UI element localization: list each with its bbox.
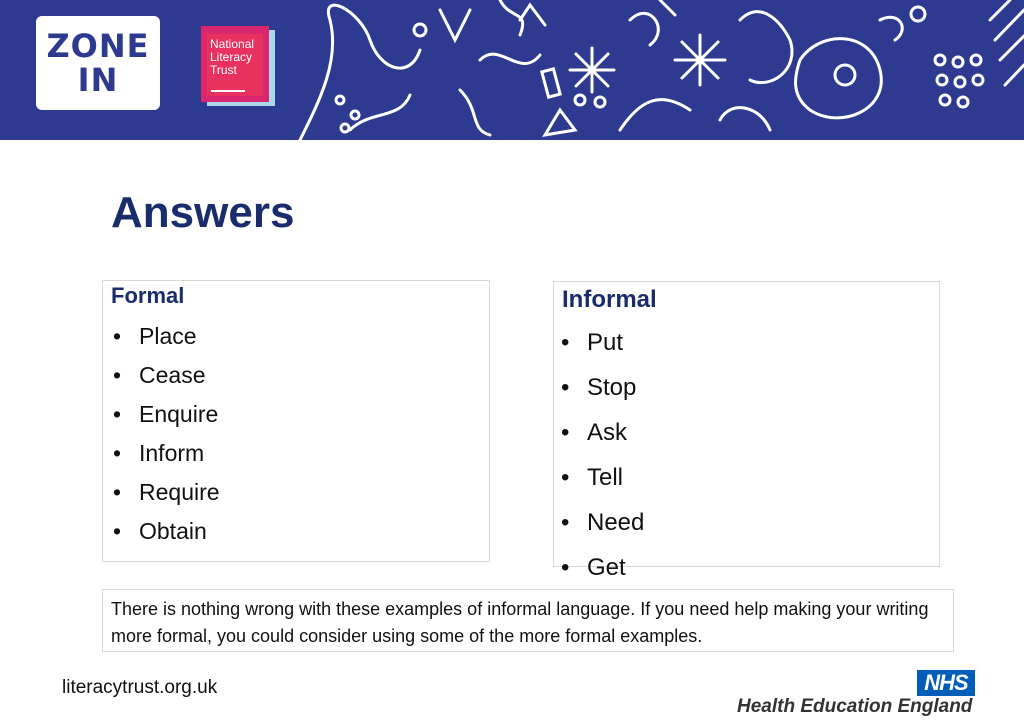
health-education-england-label: Health Education England (737, 696, 973, 717)
list-item: • Tell (587, 463, 644, 508)
informal-list (587, 328, 644, 598)
informal-box (553, 281, 940, 581)
formal-list (139, 321, 220, 555)
header-banner (0, 0, 1024, 140)
zone-in-logo (36, 16, 160, 110)
list-item: • Ask (587, 418, 644, 463)
list-item: • Obtain (139, 516, 220, 555)
formal-box (102, 280, 490, 562)
zone-logo-line1: ZONE (46, 27, 150, 65)
list-item: • Stop (587, 373, 644, 418)
explanation-note: There is nothing wrong with these examples of informal language. If you need help making your writing more formal, you could consider using some of the more formal examples. (102, 589, 954, 652)
formal-heading: Formal (111, 283, 185, 308)
page-title: Answers (111, 188, 295, 237)
zone-logo-line2: IN (77, 61, 119, 99)
national-literacy-trust-logo (201, 26, 269, 102)
list-item: • Put (587, 328, 644, 373)
list-item: • Place (139, 321, 220, 360)
nlt-logo-bar (211, 90, 245, 92)
list-item: • Require (139, 477, 220, 516)
list-item: • Get (587, 553, 644, 598)
informal-heading: Informal (562, 286, 657, 313)
footer-url: literacytrust.org.uk (62, 677, 218, 698)
nlt-logo-text: National Literacy Trust (207, 34, 263, 96)
list-item: • Need (587, 508, 644, 553)
nhs-logo: NHS (917, 670, 975, 696)
list-item: • Inform (139, 438, 220, 477)
list-item: • Cease (139, 360, 220, 399)
list-item: • Enquire (139, 399, 220, 438)
